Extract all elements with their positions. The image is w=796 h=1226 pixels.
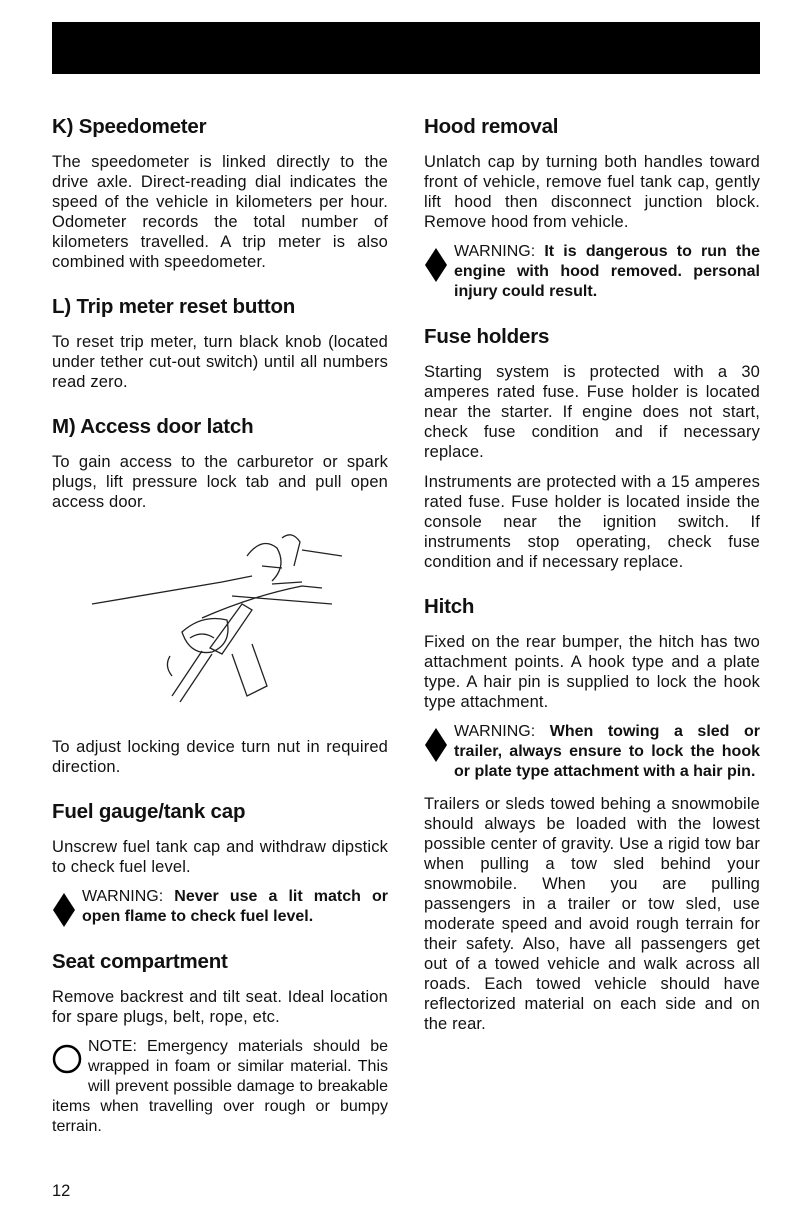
seat-note-text: Emergency materials should be wrapped in foam or similar material. This will prevent possible damage to breakable items when travelling over rough or bumpy terrain. (52, 1038, 389, 1135)
seat-note-label: NOTE: (88, 1038, 137, 1055)
warning-diamond-icon (424, 246, 448, 284)
fuel-warning (52, 887, 388, 927)
fuse-text-1: Starting system is protected with a 30 amperes rated fuse. Fuse holder is located near the starter. If engine does not start, check fuse condition and if necessary replace. (424, 363, 760, 461)
hood-heading: Hood removal (424, 115, 559, 138)
hood-text: Unlatch cap by turning both handles toward front of vehicle, remove fuel tank cap, gently lift hood then disconnect junction block. Remove hood from vehicle. (424, 153, 760, 231)
adjust-text: To adjust locking device turn nut in required direction. (52, 738, 388, 776)
access-door-text: To gain access to the carburetor or spark plugs, lift pressure lock tab and pull open access door. (52, 453, 388, 511)
hitch-warning-text: When towing a sled or trailer, always ensure to lock the hook or plate type attachment with a hair pin. (454, 723, 760, 780)
page-number: 12 (52, 1182, 71, 1200)
trip-reset-text: To reset trip meter, turn black knob (located under tether cut-out switch) until all numbers read zero. (52, 333, 388, 391)
fuel-text: Unscrew fuel tank cap and withdraw dipstick to check fuel level. (52, 838, 388, 876)
fuel-warning-text: Never use a lit match or open flame to check fuel level. (82, 888, 388, 925)
hood-warning-text: It is dangerous to run the engine with hood removed. personal injury could result. (454, 243, 760, 300)
hitch-warning-label: WARNING: (454, 723, 536, 740)
header-bar (52, 22, 760, 74)
hitch-text-2: Trailers or sleds towed behing a snowmobile should always be loaded with the lowest possible center of gravity. Use a rigid tow bar when pulling a tow sled behind your snowmobile. When you are pulling passengers in a trailer or tow sled, use moderate speed and avoid rough terrain for their safety. Also, have all passengers get out of a towed vehicle and walk across all roads. Each towed vehicle should have reflectorized material on each side and on the rear. (424, 795, 760, 1033)
speedometer-heading: K) Speedometer (52, 115, 207, 138)
note-circle-icon (52, 1041, 82, 1079)
hitch-warning (424, 722, 760, 782)
hood-warning (424, 242, 760, 302)
fuel-warning-label: WARNING: (82, 888, 164, 905)
hood-warning-label: WARNING: (454, 243, 536, 260)
seat-heading: Seat compartment (52, 950, 228, 973)
trip-reset-heading: L) Trip meter reset button (52, 295, 296, 318)
warning-diamond-icon (52, 891, 76, 929)
speedometer-text: The speedometer is linked directly to the drive axle. Direct-reading dial indicates the speed of the vehicle in kilometers per hour. Odometer records the total number of kilometers travelled. A trip meter is also combined with speedometer. (52, 153, 388, 271)
access-door-illustration (52, 526, 388, 726)
left-column (52, 114, 388, 1159)
right-column (424, 114, 760, 1056)
warning-diamond-icon (424, 726, 448, 764)
seat-note (52, 1037, 388, 1137)
access-door-heading: M) Access door latch (52, 415, 254, 438)
fuse-text-2: Instruments are protected with a 15 amperes rated fuse. Fuse holder is located inside the console near the ignition switch. If instruments stop operating, check fuse condition and if necessary replace. (424, 473, 760, 571)
fuse-heading: Fuse holders (424, 325, 550, 348)
fuel-heading: Fuel gauge/tank cap (52, 800, 246, 823)
seat-text: Remove backrest and tilt seat. Ideal location for spare plugs, belt, rope, etc. (52, 988, 388, 1026)
hitch-text-1: Fixed on the rear bumper, the hitch has two attachment points. A hook type and a plate type. A hair pin is supplied to lock the hook type attachment. (424, 633, 760, 711)
hitch-heading: Hitch (424, 595, 475, 618)
